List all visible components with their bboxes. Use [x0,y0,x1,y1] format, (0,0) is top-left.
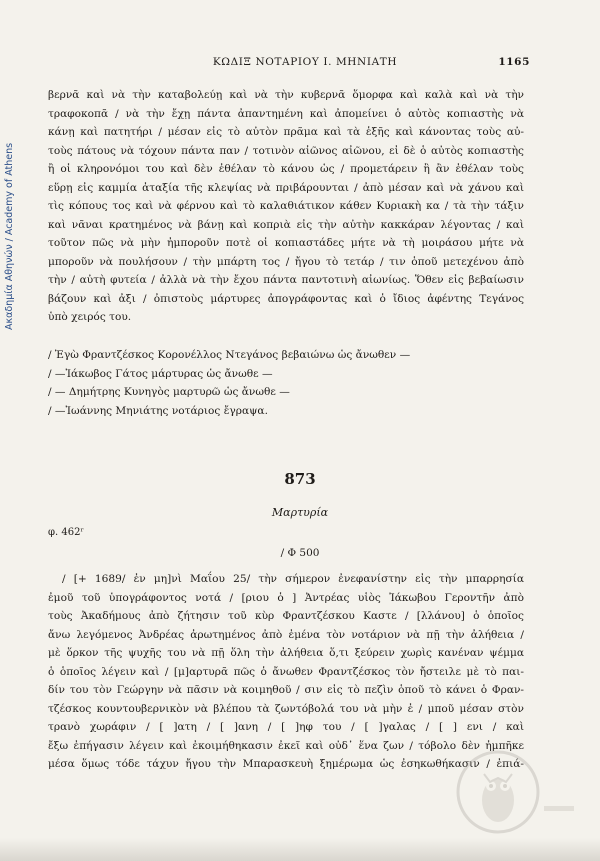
document-number: 873 [284,470,316,488]
text-line: τὶς κόπους τος καὶ νὰ φέρνου καὶ τὸ καλαθιάτικον κάθεν Κυριακὴ κα / τὰ τὴν τάξιν [48,200,524,212]
signature-block [48,346,524,420]
text-line: καὶ νᾶναι κρατημένος νὰ βάνῃ καὶ κοπριὰ εἰς τὴν αὐτὴν κακκάραν λέγοντας / καὶ [48,218,524,231]
text-line: / [+ 1689/ ἐν μη]νὶ Μαΐου 25/ τὴν σήμερον ἐνεφανίστην εἰς τὴν μπαρρησία [62,573,524,585]
text-line: τοὺς Ἀκαδήμους ἀπὸ ζήτησιν τοῦ κὺρ Φραντζέσκου Καστε / [λλάνου] ὁ ὁποῖος [48,610,524,622]
paragraph-continuation [48,86,524,327]
folio-reference: φ. 462ʳ [48,527,84,538]
text-line: ὑπὸ χειρός του. [48,311,132,323]
text-line: ἢ οἱ κληρονόμοι του καὶ δὲν ἐθέλαν τὸ κάνου ὡς / προμετάρειν ἢ ἂν ἐθέλαν τοὺς [48,163,524,175]
text-line: τοὺς πάτους νὰ τόχουν πάντα παν / τοτινὸν αἰῶνος αἰῶνου, εἰ δὲ ὁ αὐτὸς κοπιαστὴς [48,144,524,157]
text-line: ἄνω λεγόμενος Ἀνδρέας ἀρωτημένος ἀπὸ ἐμένα τὸν νοτάριον νὰ πῇ τὴν ἀλήθεια / [48,628,524,641]
text-line: βερνᾶ καὶ νὰ τὴν καταβολεύῃ καὶ νὰ τὴν κυβερνᾶ ὅμορφα καὶ καλὰ καὶ νὰ τὴν [48,89,524,101]
text-line: μὲ ὅρκον τῆς ψυχῆς του νὰ πῇ ὅλη τὴν ἀλήθεια ὅ,τι ξεύρειν χωρὶς κανέναν ψέμμα [48,647,524,659]
text-line: εὕρῃ εἰς καμμία ἀταξία τῆς κλεψίας νὰ πριβάρουνται / ἀπὸ μέσαν καὶ νὰ χάνου καὶ [48,181,524,194]
text-line: τοῦτον πῶς νὰ μὴν ἠμποροῦν ποτὲ οἱ κοπιαστάδες μήτε νὰ τὴ μοιράσου μήτε νὰ [48,237,524,249]
signature-line: / —Ἰωάννης Μηνιάτης νοτάριος ἔγραψα. [48,404,268,417]
text-line: μέσα ὅμως τόδε τάχυν ἤγου τὴν Μπαρασκευὴ ξημέρωμα ὡς ἐσηκωθήκασιν / ἐπιά- [48,758,524,770]
text-line: ὁ ὁποῖος λέγειν καὶ / [μ]αρτυρᾶ πῶς ὁ ἄνωθεν Φραντζέσκος τὸν ἤστειλε μὲ τὸ παι- [48,665,524,678]
signature-line: / —Ἰάκωβος Γάτος μάρτυρας ὡς ἄνωθε — [48,367,273,380]
signature-line: / Ἐγὼ Φραντζέσκος Κορονέλλος Ντεγάνος βεβαιώνω ὡς ἄνωθεν — [48,349,411,361]
document-type: Μαρτυρία [271,506,329,519]
text-line: κάνῃ καὶ πατητήρι / μέσαν εἰς τὸ αὐτὸν πρᾶμα καὶ τὰ ἑξῆς καὶ κάνοντας τοὺς αὐ- [48,126,524,138]
text-line: τὴν / αὐτὴ φυτεία / ἀλλὰ νὰ τὴν ἔχου πάντα παντοτινὴ αἰωνίως. Ὅθεν εἰς βεβαίωσιν [48,274,524,286]
running-header [80,56,530,72]
text-line: βάζουν καὶ ἀξι / ὀπιστοὺς μάρτυρες ἀπογράφοντας καὶ ὁ ἴδιος ἀφέντης Τεγάνος [48,292,524,305]
text-line: δίν του τὸν Γεώργην νὰ πᾶσιν νὰ κοιμηθοῦ / σιν εἰς τὸ πεζὶν ὁποῦ τὸ κάνει ὁ Φραν- [48,684,524,696]
signature-line: / — Δημήτρης Κυνηγὸς μαρτυρῶ ὡς ἄνωθε — [48,386,290,398]
archive-reference: / Φ 500 [280,547,320,559]
header-title: ΚΩΔΙΞ ΝΟΤΑΡΙΟΥ Ι. ΜΗΝΙΑΤΗ [212,56,398,68]
text-line: ἐμοῦ τοῦ ὑπογράφοντος νοτά / [ριου ὁ ] Ἀντρέας υἱὸς Ἰάκωβου Γεροντῆν ἀπὸ [48,591,524,604]
archive-stamp: Ακαδημία Αθηνών / Academy of Athens [4,142,15,330]
text-line: ἔξω ἐπήγασιν λέγειν καὶ ἐκοιμήθηκασιν ἐκεῖ καὶ οὐδ᾽ ἕνα ζων / τόβολο δὲν ἠμπῆκε [48,739,524,752]
page-number: 1165 [498,56,530,68]
text-line: μποροῦν νὰ πουλήσουν / τὴν μπάρτη τος / ἤγου τὸ τετάρ / τιν ὁποῦ μετεχένου ἀπὸ [48,255,524,268]
page-edge-shadow [0,838,600,861]
owl-seal-icon [448,742,578,852]
text-line: τραφοκοπᾶ / νὰ τὴν ἔχῃ πάντα ἀπαντημένη καὶ ἀπομείνει ὁ αὐτὸς κοπιαστὴς νὰ [48,107,524,120]
text-line: τρανὸ χωράφιν / [ ]ατη / [ ]ανη / [ ]ηφ του / [ ]γαλας / [ ] ενι / καὶ [48,721,524,733]
text-line: τζέσκος κουντουβερνικὸν νὰ βλέπου τὰ ζωντόβολά του νὰ μὴν ἐ / μποῦ μέσαν στὸν [48,702,524,715]
